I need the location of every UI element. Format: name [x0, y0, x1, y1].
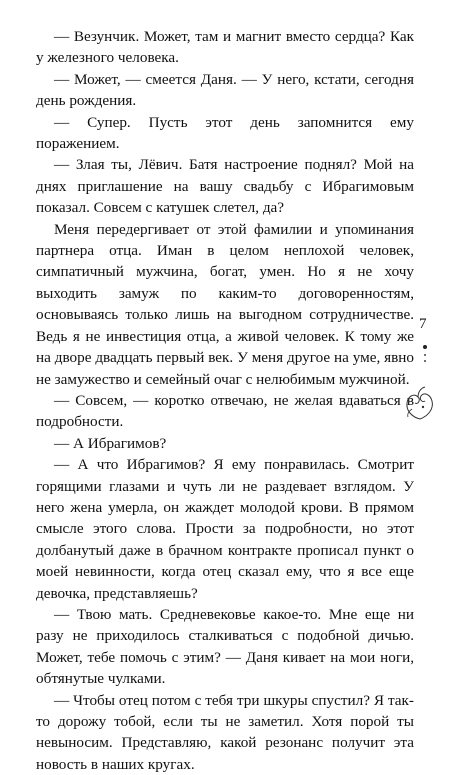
- paragraph: — Совсем, — коротко отвечаю, не желая вдаваться в подробности.: [36, 391, 414, 431]
- paragraph: — А что Ибрагимов? Я ему понравилась. Смотрит горящими глазами и чуть ли не раздевает взглядом. У него жена умерла, он жаждет молодой крови. В прямом смысле этого слова. Прости за подробности, но этот долбанутый даже в брачном контракте прописал пункт о моей невинности, когда отец сказал ему, что я все еще девочка, представляешь?: [36, 456, 414, 602]
- paragraph: — Везунчик. Может, там и магнит вместо сердца? Как у железного человека.: [36, 28, 414, 67]
- paragraph: — Твою мать. Средневековье какое-то. Мне еще ни разу не приходилось сталкиваться с подобной дичью. Может, тебе помочь с этим? — Даня кивает на мои ноги, обтянутые чулками.: [36, 605, 414, 688]
- paragraph: Меня передергивает от этой фамилии и упоминания партнера отца. Иман в целом неплохой человек, симпатичный мужчина, богат, умен. Но я не хочу выходить замуж по каким-то договоренностям, основываясь только лишь на выгодном сотрудничестве. Ведь я не инвестиция отца, а живой человек. К тому же на дворе двадцать первый век. У меня другое на уме, явно не замужество и семейный очаг с нелюбимым мужчиной.: [36, 220, 414, 388]
- dot-icon: [424, 354, 426, 356]
- dot-icon: [424, 360, 426, 362]
- page-number: 7: [419, 316, 427, 332]
- paragraph: — Может, — смеется Даня. — У него, кстати, сегодня день рождения.: [36, 70, 414, 110]
- paragraph: — Супер. Пусть этот день запомнится ему поражением.: [36, 113, 414, 153]
- decorative-dots: [422, 345, 428, 366]
- paragraph: — Злая ты, Лёвич. Батя настроение поднял? Мой на днях приглашение на вашу свадьбу с Ибрагимовым показал. Совсем с катушек слетел, да?: [36, 156, 414, 217]
- dot-icon: [423, 345, 427, 349]
- paragraph: — А Ибрагимов?: [54, 434, 167, 452]
- paragraph: — Чтобы отец потом с тебя три шкуры спустил? Я так-то дорожу тобой, если ты не заметил. Хотя порой ты невыносим. Представляю, какой резонанс получит эта новость в наших кругах.: [36, 691, 414, 773]
- page-text: [36, 26, 414, 775]
- floral-ornament-icon: [398, 383, 442, 423]
